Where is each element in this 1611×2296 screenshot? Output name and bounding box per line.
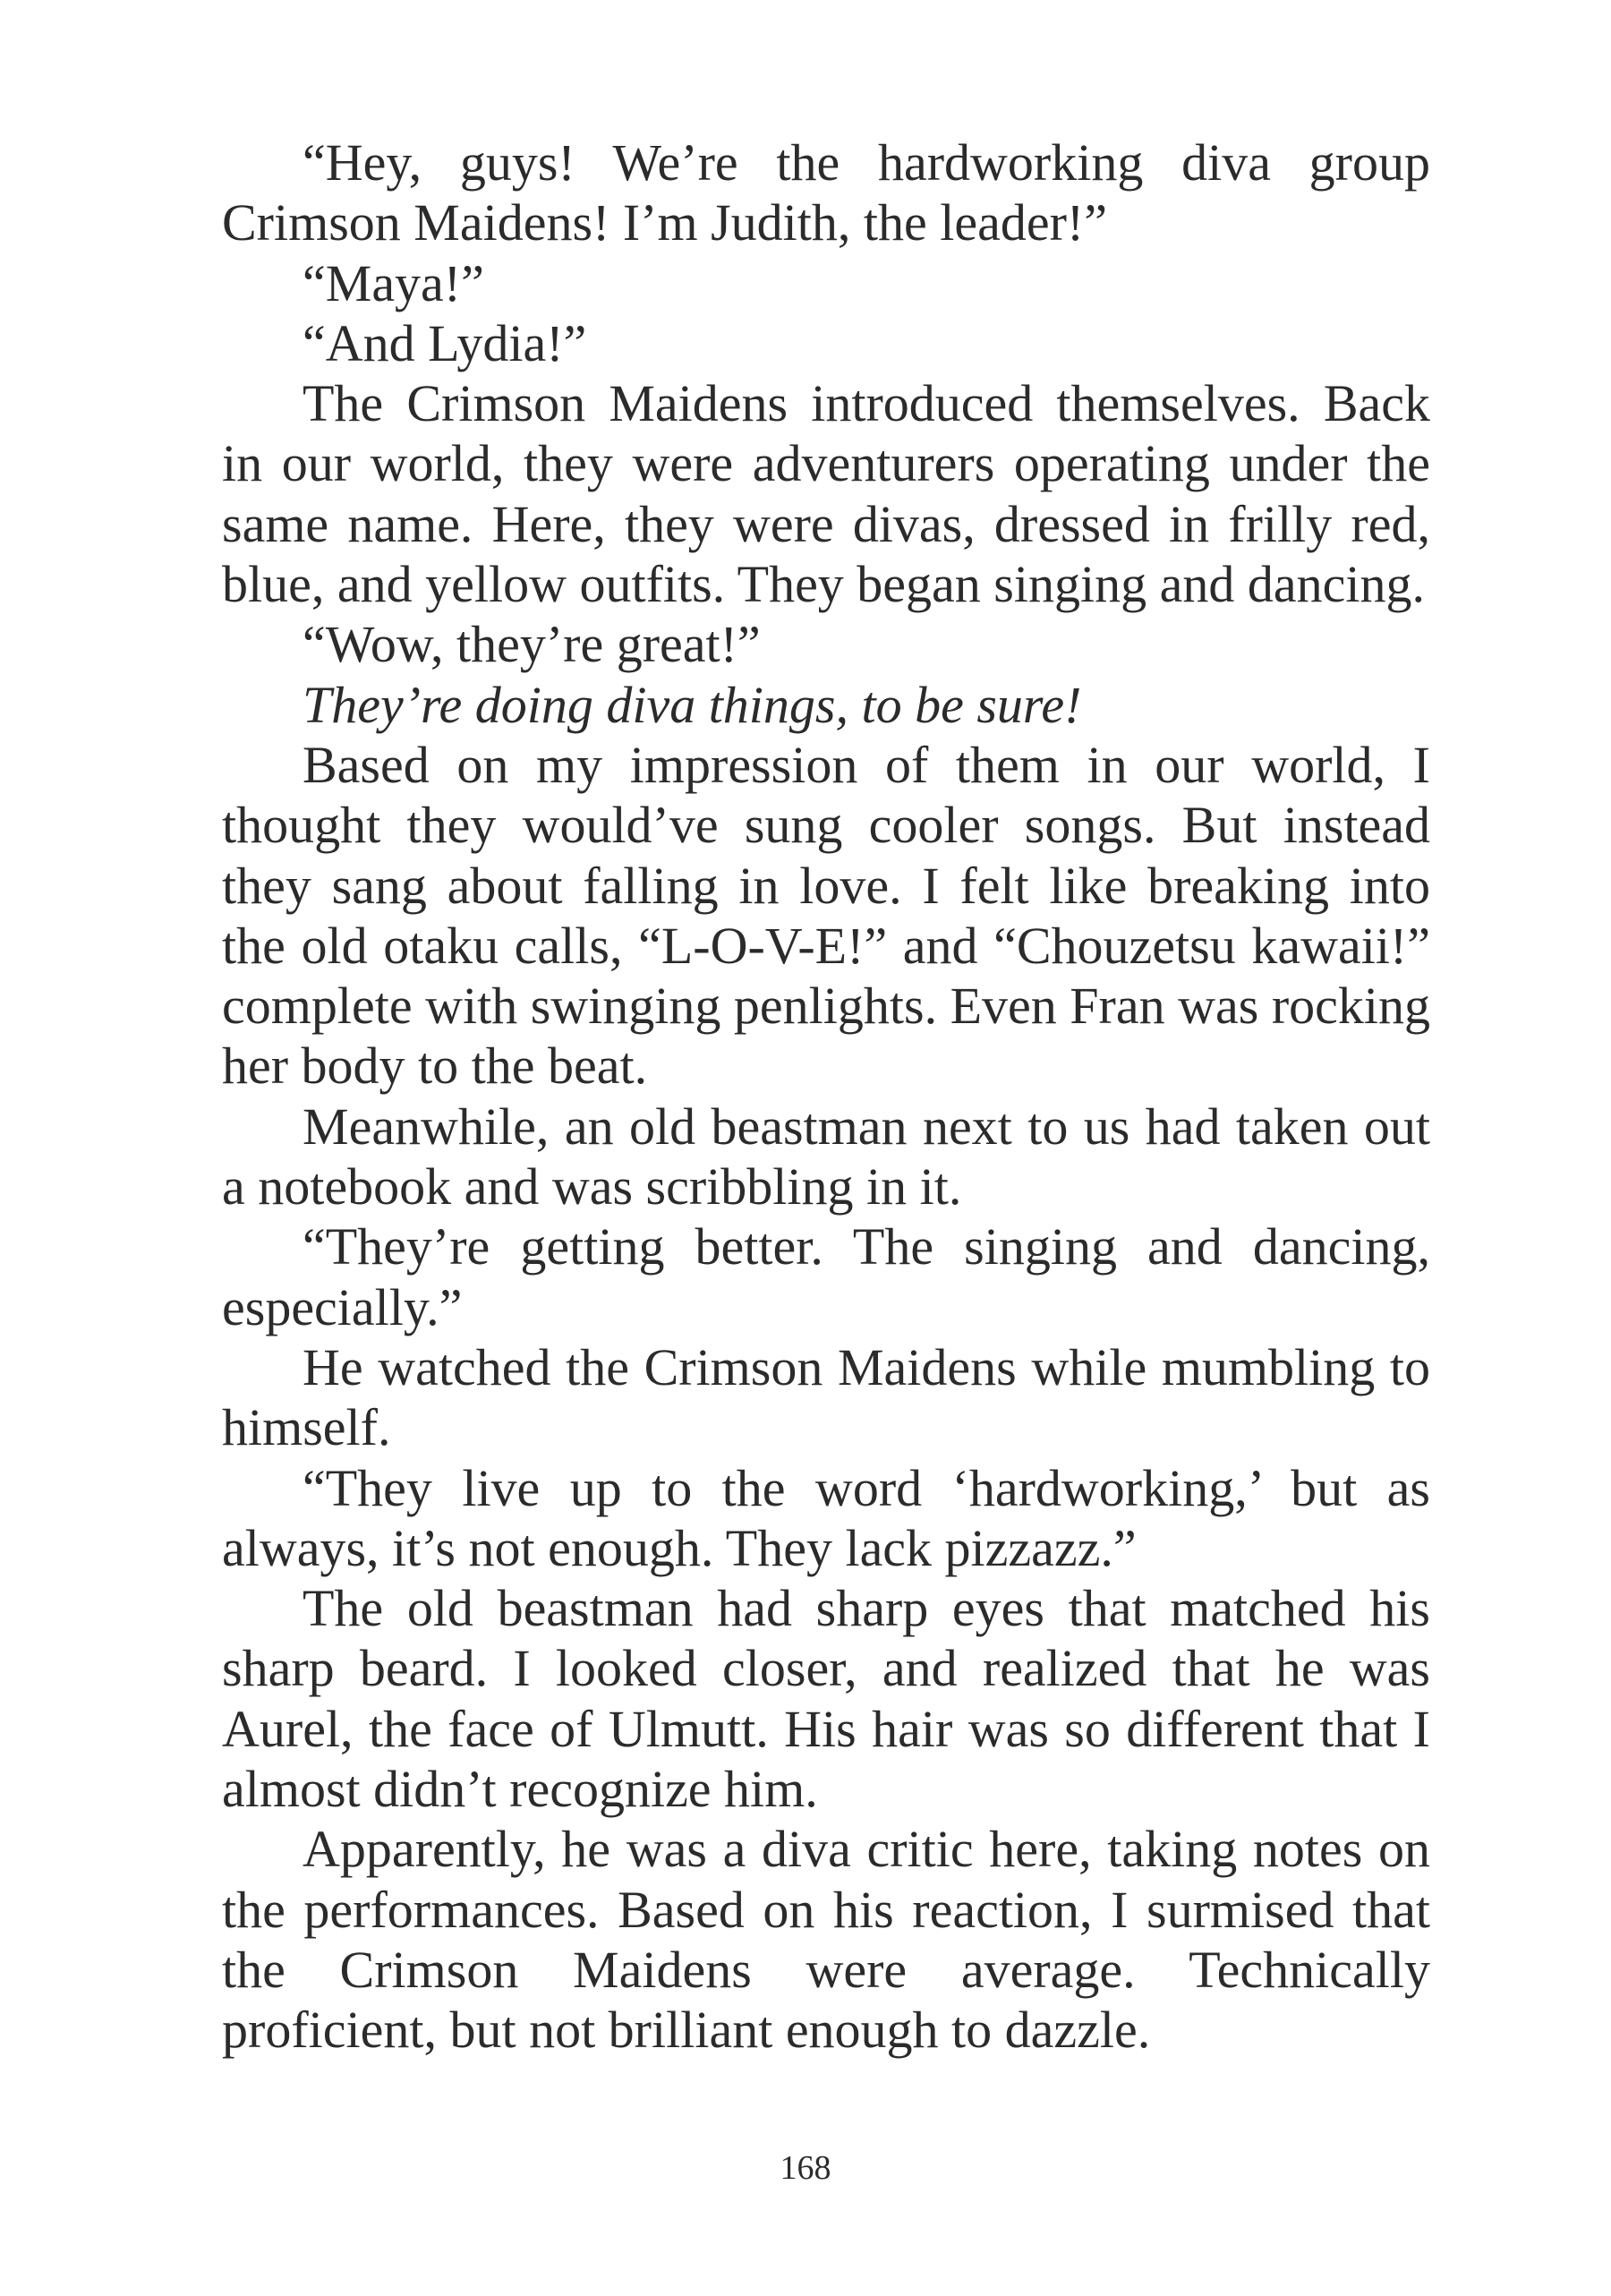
paragraph-8: Meanwhile, an old beastman next to us had taken out a notebook and was scribbling in it. [222,1097,1430,1216]
page-number: 168 [780,2149,831,2187]
paragraph-1: “Hey, guys! We’re the hardworking diva group Crimson Maidens! I’m Judith, the leader!” [222,133,1430,252]
paragraph-4: The Crimson Maidens introduced themselves. Back in our world, they were adventurers operating under the same name. Here, they were divas, dressed in frilly red, blue, and yellow outfits. They began singing and dancing. [222,374,1430,614]
paragraph-11: “They live up to the word ‘hardworking,’ but as always, it’s not enough. They lack pizzazz.” [222,1458,1430,1577]
paragraph-9: “They’re getting better. The singing and dancing, especially.” [222,1217,1430,1336]
paragraph-12: The old beastman had sharp eyes that matched his sharp beard. I looked closer, and realized that he was Aurel, the face of Ulmutt. His hair was so different that I almost didn’t recognize him. [222,1579,1430,1819]
paragraph-2: “Maya!” [303,253,484,312]
page-body [222,132,1430,2061]
paragraph-5: “Wow, they’re great!” [303,615,761,674]
paragraph-10: He watched the Crimson Maidens while mumbling to himself. [222,1337,1430,1457]
paragraph-6-italic-thought: They’re doing diva things, to be sure! [303,675,1082,734]
paragraph-7: Based on my impression of them in our world, I thought they would’ve sung cooler songs. But instead they sang about falling in love. I felt like breaking into the old otaku calls, “L-O-V-E!” and “Chouzetsu kawaii!” complete with swinging penlights. Even Fran was rocking her body to the beat. [222,735,1430,1096]
paragraph-3: “And Lydia!” [303,313,587,372]
paragraph-13: Apparently, he was a diva critic here, taking notes on the performances. Based on his reaction, I surmised that the Crimson Maidens were average. Technically proficient, but not brilliant enough to dazzle. [222,1820,1430,2060]
